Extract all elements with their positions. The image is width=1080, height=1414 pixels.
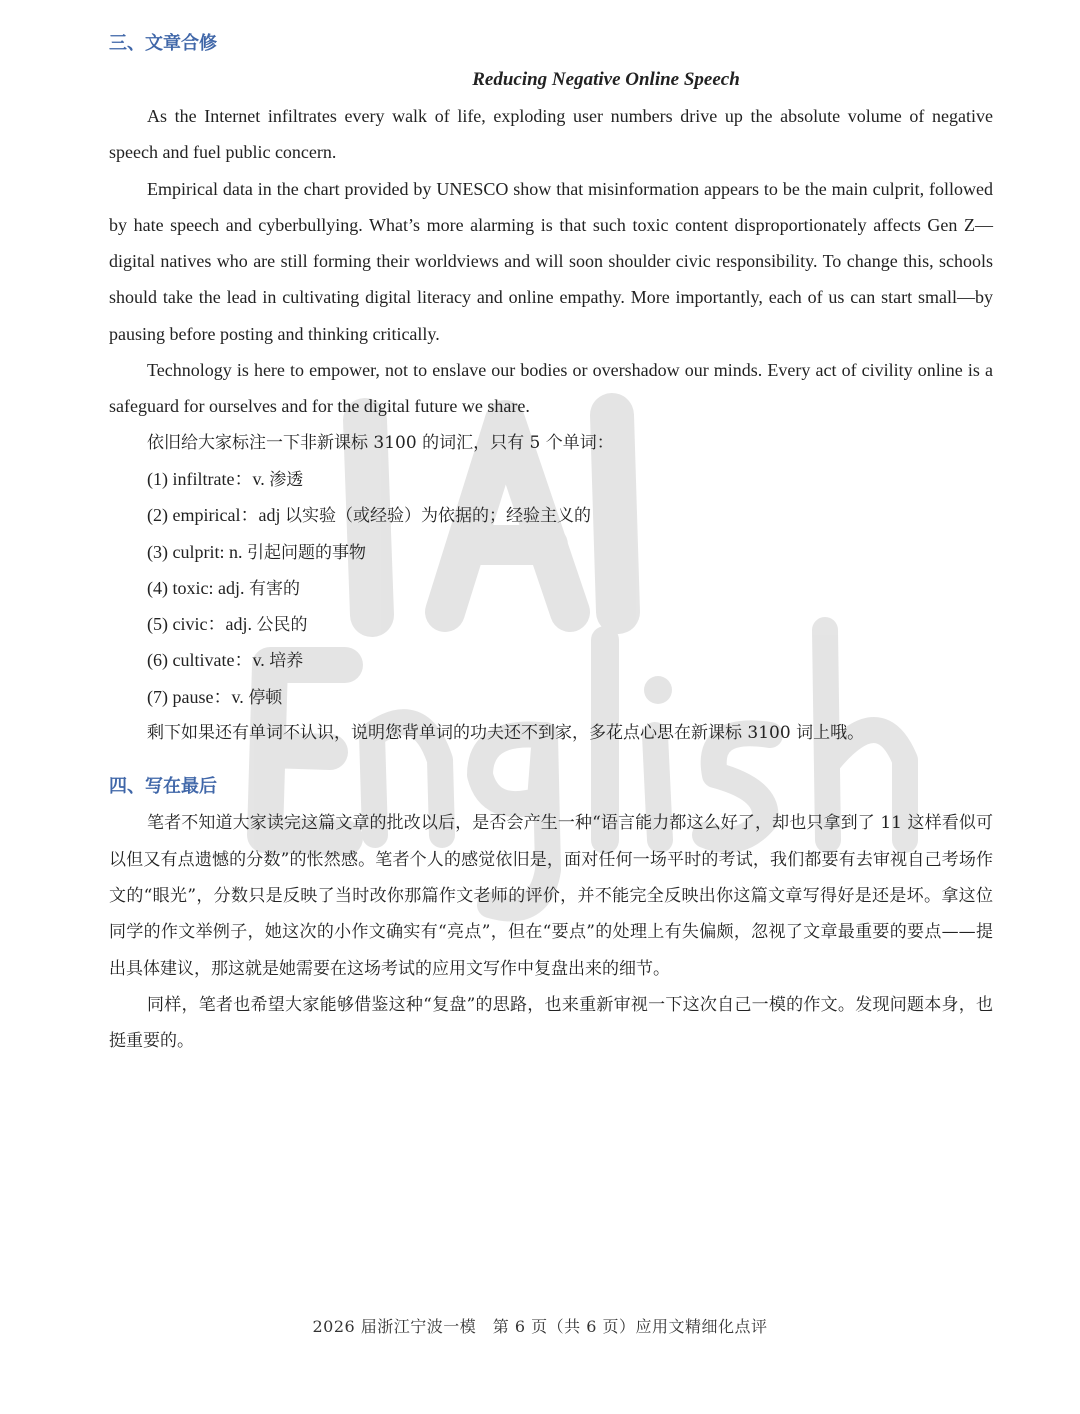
vocab-term: (5) civic：adj. [147, 614, 252, 635]
section-spacer [109, 751, 993, 769]
vocab-outro: 剩下如果还有单词不认识，说明您背单词的功夫还不到家，多花点心思在新课标 3100 词上哦。 [147, 723, 865, 744]
vocab-item [147, 570, 993, 606]
vocab-term: (2) empirical：adj [147, 505, 281, 526]
vocab-meaning: 公民的 [256, 615, 308, 636]
document-content [109, 26, 993, 1059]
essay-paragraph-3: Technology is here to empower, not to enslave our bodies or overshadow our minds. Every act of civility online is a safeguard for ourselves and for the digital future we share. [109, 360, 993, 417]
vocab-meaning: 引起问题的事物 [246, 542, 366, 563]
closing-paragraph-2: 同样，笔者也希望大家能够借鉴这种“复盘”的思路，也来重新审视一下这次自己一模的作文。发现问题本身，也挺重要的。 [109, 994, 993, 1052]
vocab-term: (1) infiltrate：v. [147, 468, 265, 489]
vocab-intro: 依旧给大家标注一下非新课标 3100 的词汇，只有 5 个单词： [147, 432, 614, 453]
vocab-item [147, 679, 993, 715]
vocab-meaning: 停顿 [248, 687, 283, 708]
vocab-term: (7) pause：v. [147, 686, 244, 707]
vocab-meaning: 培养 [269, 651, 304, 672]
page-footer: 2026 届浙江宁波一模 第 6 页（共 6 页）应用文精细化点评 [312, 1317, 768, 1336]
vocab-list [109, 461, 993, 715]
vocab-meaning: 有害的 [248, 578, 300, 599]
closing-paragraph-1: 笔者不知道大家读完这篇文章的批改以后，是否会产生一种“语言能力都这么好了，却也只拿到了 11 这样看似可以但又有点遗憾的分数”的怅然感。笔者个人的感觉依旧是，面对任何一场平时的考试，我们都要有去审视自己考场作文的“眼光”，分数只是反映了当时改你那篇作文老师的评价，并不能完全反映出你这篇文章写得好是还是坏。拿这位同学的作文举例子，她这次的小作文确实有“亮点”，但在“要点”的处理上有失偏颇，忽视了文章最重要的要点——提出具体建议，那这就是她需要在这场考试的应用文写作中复盘出来的细节。 [109, 813, 993, 979]
vocab-item [147, 606, 993, 642]
vocab-item [147, 534, 993, 570]
section-4-heading: 四、写在最后 [109, 776, 217, 798]
vocab-term: (4) toxic: adj. [147, 577, 245, 598]
vocab-term: (6) cultivate：v. [147, 650, 265, 671]
section-3-heading: 三、文章合修 [109, 33, 217, 54]
vocab-meaning: 以实验（或经验）为依据的；经验主义的 [284, 506, 591, 527]
vocab-meaning: 渗透 [269, 469, 304, 490]
essay-paragraph-2: Empirical data in the chart provided by UNESCO show that misinformation appears to be the main culprit, followed by hate speech and cyberbullying. What’s more alarming is that such toxic content disproportionately affects Gen Z—digital natives who are still forming their worldviews and will soon shoulder civic responsibility. To change this, schools should take the lead in cultivating digital literacy and online empathy. More importantly, each of us can start small—by pausing before posting and thinking critically. [109, 178, 993, 344]
vocab-item [147, 642, 993, 678]
vocab-item [147, 497, 993, 533]
essay-paragraph-1: As the Internet infiltrates every walk of life, exploding user numbers drive up the absolute volume of negative speech and fuel public concern. [109, 106, 993, 163]
vocab-term: (3) culprit: n. [147, 541, 243, 562]
essay-title: Reducing Negative Online Speech [472, 69, 740, 90]
vocab-item [147, 461, 993, 497]
